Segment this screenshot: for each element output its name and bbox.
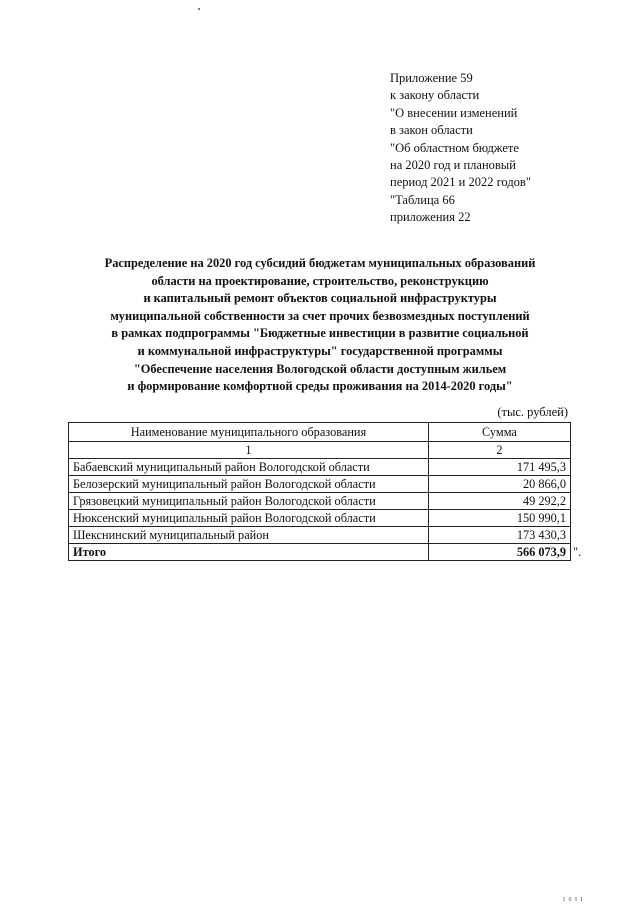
appendix-line: на 2020 год и плановый xyxy=(390,158,516,173)
subsidy-amount: 150 990,1 xyxy=(428,510,570,527)
table-row xyxy=(69,510,571,527)
column-number: 2 xyxy=(428,442,570,459)
document-title xyxy=(60,255,580,396)
appendix-line: Приложение 59 xyxy=(390,71,473,85)
municipality-name: Грязовецкий муниципальный район Вологодской области xyxy=(69,493,429,510)
appendix-line: "Об областном бюджете xyxy=(390,140,519,155)
appendix-line: "Таблица 66 xyxy=(390,192,455,207)
title-line: муниципальной собственности за счет прочих безвозмездных поступлений xyxy=(110,308,530,323)
subsidy-amount: 171 495,3 xyxy=(428,459,570,476)
appendix-line: "О внесении изменений xyxy=(390,105,518,120)
title-line: "Обеспечение населения Вологодской области доступным жильем xyxy=(133,361,507,376)
subsidy-amount: 173 430,3 xyxy=(428,527,570,544)
appendix-line: к закону области xyxy=(390,88,480,103)
municipality-name: Бабаевский муниципальный район Вологодской области xyxy=(69,459,429,476)
municipality-name: Белозерский муниципальный район Вологодской области xyxy=(69,476,429,493)
title-line: и капитальный ремонт объектов социальной инфраструктуры xyxy=(143,291,497,306)
closing-quote: ". xyxy=(573,545,582,559)
table-row xyxy=(69,527,571,544)
appendix-line: приложения 22 xyxy=(390,210,471,225)
title-line: в рамках подпрограммы "Бюджетные инвестиции в развитие социальной xyxy=(111,326,529,341)
appendix-reference xyxy=(390,70,630,227)
column-number: 1 xyxy=(69,442,429,459)
subsidies-table xyxy=(68,422,571,561)
scan-speck xyxy=(198,8,200,10)
appendix-line: в закон области xyxy=(390,123,473,138)
total-row xyxy=(69,544,571,561)
total-amount: 566 073,9 xyxy=(428,544,570,561)
table-header-row xyxy=(69,423,571,442)
header-name: Наименование муниципального образования xyxy=(69,423,429,442)
total-label: Итого xyxy=(69,544,429,561)
table-row xyxy=(69,459,571,476)
municipality-name: Нюксенский муниципальный район Вологодской области xyxy=(69,510,429,527)
title-line: и формирование комфортной среды проживания на 2014-2020 годы" xyxy=(127,379,513,394)
page-number-mark: I 6 I I xyxy=(563,897,584,903)
title-line: области на проектирование, строительство, реконструкцию xyxy=(151,273,489,288)
table-row xyxy=(69,476,571,493)
appendix-line: период 2021 и 2022 годов" xyxy=(390,175,531,190)
subsidy-amount: 20 866,0 xyxy=(428,476,570,493)
title-line: и коммунальной инфраструктуры" государственной программы xyxy=(137,343,503,358)
unit-label: (тыс. рублей) xyxy=(497,405,568,419)
municipality-name: Шекснинский муниципальный район xyxy=(69,527,429,544)
title-line: Распределение на 2020 год субсидий бюджетам муниципальных образований xyxy=(104,256,536,270)
table-row xyxy=(69,493,571,510)
column-number-row xyxy=(69,442,571,459)
header-sum: Сумма xyxy=(428,423,570,442)
subsidy-amount: 49 292,2 xyxy=(428,493,570,510)
